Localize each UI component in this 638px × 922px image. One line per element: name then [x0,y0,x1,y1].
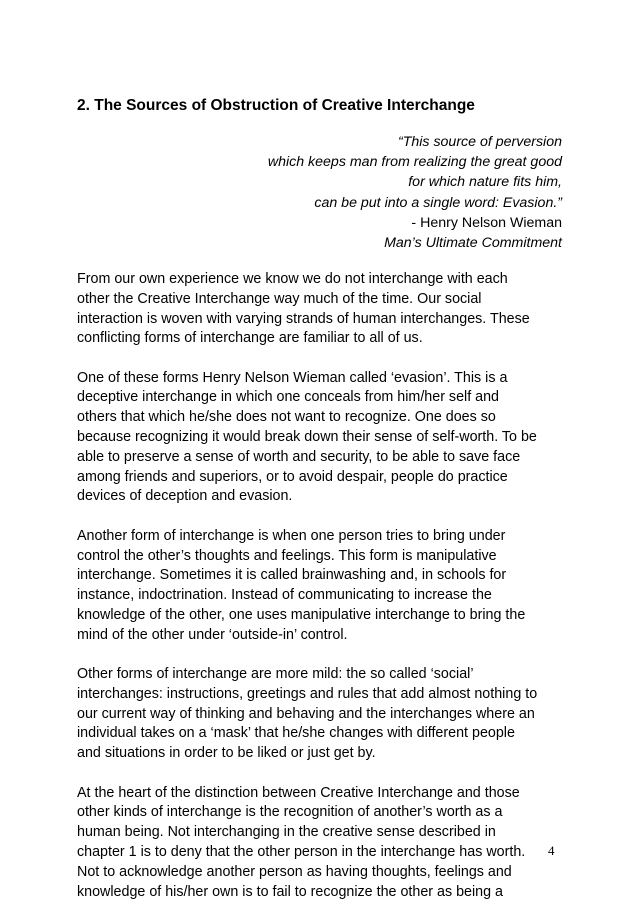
section-heading: 2. The Sources of Obstruction of Creative Interchange [77,97,475,114]
text-line: knowledge of the other, one uses manipulative interchange to bring the [77,606,526,623]
text-line: among friends and superiors, or to avoid despair, people do practice [77,468,508,485]
epigraph-quote [268,132,562,253]
text-line: chapter 1 is to deny that the other person in the interchange has worth. [77,843,526,860]
text-line: control the other’s thoughts and feelings. This form is manipulative [77,547,497,564]
paragraph-4 [77,665,567,764]
text-line: instance, indoctrination. Instead of communicating to increase the [77,587,492,604]
text-line: conflicting forms of interchange are familiar to all of us. [77,330,423,347]
text-line: our current way of thinking and behaving and the interchanges where an [77,705,535,722]
text-line: because recognizing it would break down their sense of self-worth. To be [77,429,537,446]
text-line: Other forms of interchange are more mild: the so called ‘social’ [77,666,474,683]
text-line: others that which he/she does not want to recognize. One does so [77,409,496,426]
text-line: One of these forms Henry Nelson Wieman called ‘evasion’. This is a [77,369,508,386]
text-line: and situations in order to be liked or just get by. [77,745,376,762]
text-line: other kinds of interchange is the recognition of another’s worth as a [77,804,503,821]
quote-author: - Henry Nelson Wieman [411,214,562,231]
quote-line: can be put into a single word: Evasion.” [314,194,562,211]
paragraph-1 [77,270,567,349]
text-line: At the heart of the distinction between Creative Interchange and those [77,784,520,801]
quote-line: for which nature fits him, [408,174,562,191]
text-line: From our own experience we know we do not interchange with each [77,271,508,287]
text-line: human being. Not interchanging in the creative sense described in [77,824,496,841]
text-line: devices of deception and evasion. [77,488,293,505]
text-line: individual takes on a ‘mask’ that he/she changes with different people [77,725,515,742]
body-text [77,270,567,922]
text-line: mind of the other under ‘outside-in’ control. [77,626,348,643]
text-line: Not to acknowledge another person as having thoughts, feelings and [77,863,512,880]
text-line: deceptive interchange in which one conceals from him/her self and [77,389,499,406]
text-line: interchanges: instructions, greetings and rules that add almost nothing to [77,685,538,702]
text-line: able to preserve a sense of worth and security, to be able to save face [77,448,521,465]
text-line: Another form of interchange is when one person tries to bring under [77,527,506,544]
paragraph-5 [77,784,567,903]
quote-source: Man’s Ultimate Commitment [384,235,562,252]
paragraph-3 [77,527,567,646]
text-line: other the Creative Interchange way much of the time. Our social [77,290,482,307]
quote-line: “This source of perversion [397,134,562,150]
page-number: 4 [548,843,555,858]
text-line: interaction is woven with varying strands of human interchanges. These [77,310,530,327]
text-line: knowledge of his/her own is to fail to recognize the other as being a [77,883,503,900]
paragraph-2 [77,369,567,508]
quote-line: which keeps man from realizing the great good [267,154,562,171]
text-line: interchange. Sometimes it is called brainwashing and, in schools for [77,567,507,584]
